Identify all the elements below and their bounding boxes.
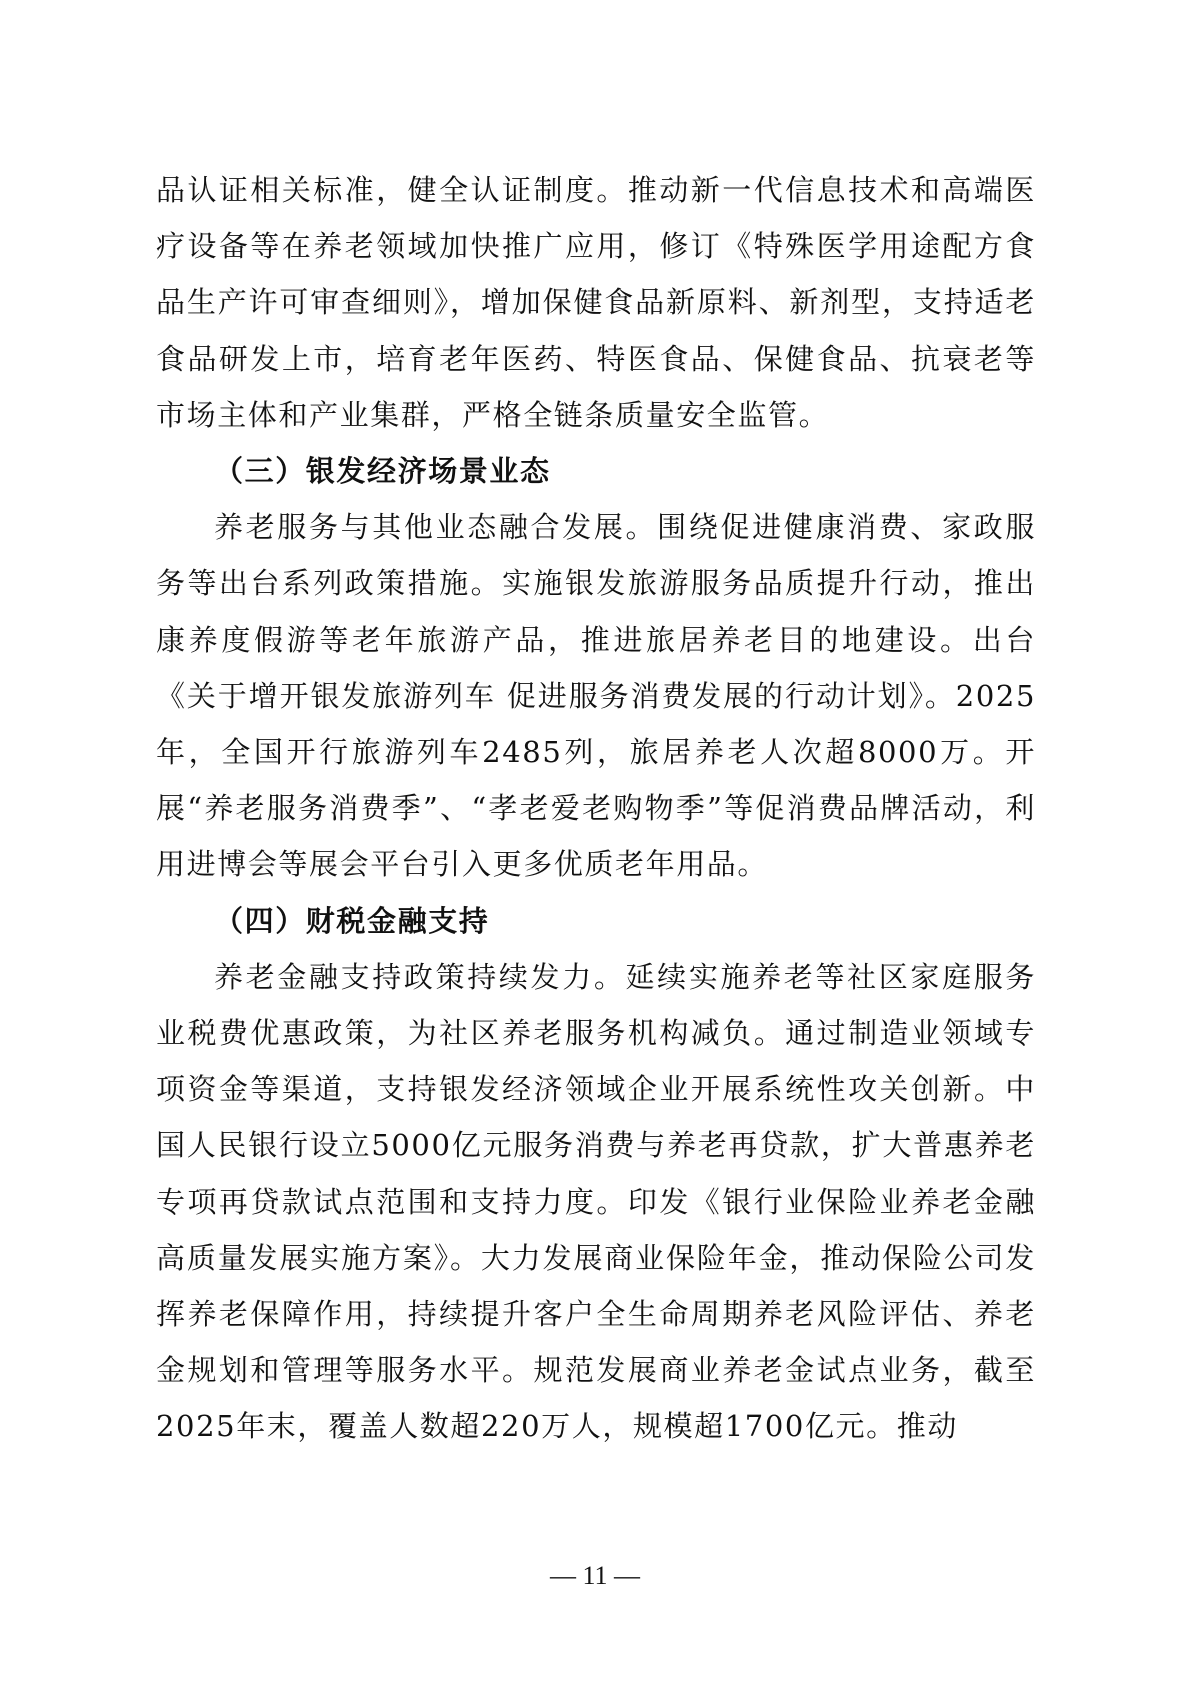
paragraph-finance-support: 养老金融支持政策持续发力。延续实施养老等社区家庭服务业税费优惠政策，为社区养老服务机构减负。通过制造业领域专项资金等渠道，支持银发经济领域企业开展系统性攻关创新。中国人民银行设立5000亿元服务消费与养老再贷款，扩大普惠养老专项再贷款试点范围和支持力度。印发《银行业保险业养老金融高质量发展实施方案》。大力发展商业保险年金，推动保险公司发挥养老保障作用，持续提升客户全生命周期养老风险评估、养老金规划和管理等服务水平。规范发展商业养老金试点业务，截至2025年末，覆盖人数超220万人，规模超1700亿元。推动 xyxy=(156,959,1036,1444)
paragraph-continuation: 品认证相关标准，健全认证制度。推动新一代信息技术和高端医疗设备等在养老领域加快推广应用，修订《特殊医学用途配方食品生产许可审查细则》，增加保健食品新原料、新剂型，支持适老食品研发上市，培育老年医药、特医食品、保健食品、抗衰老等市场主体和产业集群，严格全链条质量安全监管。 xyxy=(156,173,1036,432)
section-heading-4: （四）财税金融支持 xyxy=(214,903,490,938)
section-heading-3: （三）银发经济场景业态 xyxy=(214,454,551,489)
document-body xyxy=(156,162,1036,1455)
page-number: — 11 — xyxy=(549,1561,641,1590)
paragraph-scenario-formats: 养老服务与其他业态融合发展。围绕促进健康消费、家政服务等出台系列政策措施。实施银发旅游服务品质提升行动，推出康养度假游等老年旅游产品，推进旅居养老目的地建设。出台《关于增开银发旅游列车 促进服务消费发展的行动计划》。2025年，全国开行旅游列车2485列，旅居养老人次超8000万。开展“养老服务消费季”、“孝老爱老购物季”等促消费品牌活动，利用进博会等展会平台引入更多优质老年用品。 xyxy=(156,510,1036,882)
